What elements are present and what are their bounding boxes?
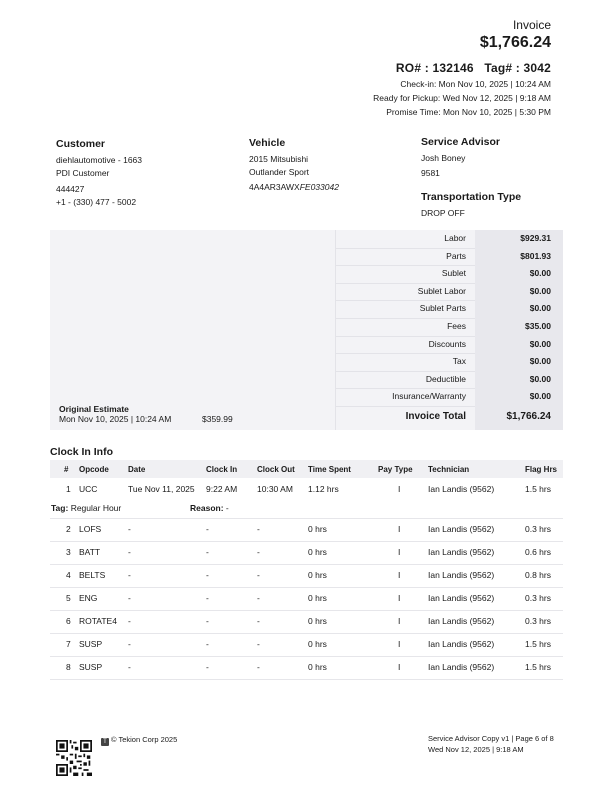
row-pay-type: I — [398, 662, 401, 672]
vin-prefix: 4A4AR3AWX — [249, 182, 300, 192]
row-clock-out: - — [257, 570, 260, 580]
transport-title: Transportation Type — [421, 191, 522, 203]
col-header-time-spent: Time Spent — [308, 465, 351, 474]
total-row-deductible — [335, 371, 563, 390]
row-pay-type: I — [398, 639, 401, 649]
advisor-id: 9581 — [421, 168, 440, 178]
row-flag-hrs: 0.3 hrs — [525, 616, 551, 626]
row-pay-type: I — [398, 616, 401, 626]
row-date: - — [128, 570, 131, 580]
row-date: - — [128, 547, 131, 557]
row-pay-type: I — [398, 524, 401, 534]
row-num: 6 — [66, 616, 71, 626]
total-value: $0.00 — [529, 303, 551, 314]
clock-in-title: Clock In Info — [50, 446, 113, 458]
invoice-label: Invoice — [512, 18, 551, 32]
total-label: Tax — [452, 356, 466, 367]
total-value: $0.00 — [529, 373, 551, 384]
row-date: - — [128, 639, 131, 649]
reason-label: Reason: — [190, 503, 224, 513]
col-header-technician: Technician — [428, 465, 470, 474]
row-clock-out: - — [257, 616, 260, 626]
row-clock-out: - — [257, 593, 260, 603]
total-label: Labor — [444, 233, 466, 243]
total-label: Sublet — [441, 268, 466, 279]
col-header-clock-in: Clock In — [206, 465, 238, 474]
row-clock-in: - — [206, 524, 209, 534]
invoice-total-value: $1,766.24 — [506, 411, 551, 422]
row-opcode: ROTATE4 — [79, 616, 117, 626]
tag-label: Tag: — [51, 503, 69, 513]
customer-type: PDI Customer — [56, 168, 110, 178]
total-row-sublet-labor — [335, 283, 563, 302]
row-opcode: LOFS — [79, 524, 102, 534]
total-label: Fees — [447, 321, 466, 331]
total-row-sublet — [335, 265, 563, 284]
row-clock-out: - — [257, 547, 260, 557]
col-header-num: # — [64, 465, 69, 474]
clock-table-header — [50, 460, 563, 478]
row-flag-hrs: 1.5 hrs — [525, 662, 551, 672]
tekion-logo-icon: T — [101, 738, 109, 746]
row-num: 5 — [66, 593, 71, 603]
row-opcode: SUSP — [79, 639, 103, 649]
col-header-flag-hrs: Flag Hrs — [525, 465, 558, 474]
col-header-opcode: Opcode — [79, 465, 109, 474]
col-header-clock-out: Clock Out — [257, 465, 295, 474]
ro-tag-line — [291, 61, 551, 75]
row-time-spent: 0 hrs — [308, 639, 327, 649]
vehicle-section — [249, 137, 339, 195]
row-clock-in: 9:22 AM — [206, 484, 238, 494]
total-row-discounts — [335, 336, 563, 355]
total-value: $929.31 — [520, 233, 551, 243]
total-value: $0.00 — [529, 338, 551, 349]
total-row-labor — [335, 230, 563, 249]
invoice-header — [291, 18, 551, 117]
row-time-spent: 1.12 hrs — [308, 484, 339, 494]
customer-section — [56, 138, 142, 210]
row-clock-out: 10:30 AM — [257, 484, 293, 494]
row-num: 7 — [66, 639, 71, 649]
row-clock-in: - — [206, 639, 209, 649]
row-flag-hrs: 0.8 hrs — [525, 570, 551, 580]
row-technician: Ian Landis (9562) — [428, 547, 495, 557]
total-row-parts — [335, 248, 563, 267]
row-clock-in: - — [206, 616, 209, 626]
total-value: $801.93 — [520, 250, 551, 261]
table-row — [50, 478, 563, 519]
row-clock-in: - — [206, 570, 209, 580]
ro-number: RO# : 132146 — [395, 61, 474, 75]
col-header-pay-type: Pay Type — [378, 465, 413, 474]
row-clock-out: - — [257, 662, 260, 672]
row-opcode: UCC — [79, 484, 98, 494]
row-time-spent: 0 hrs — [308, 616, 327, 626]
table-row — [50, 656, 563, 680]
col-header-date: Date — [128, 465, 146, 474]
row-clock-out: - — [257, 524, 260, 534]
row-flag-hrs: 0.3 hrs — [525, 593, 551, 603]
row-opcode: BELTS — [79, 570, 106, 580]
vehicle-model: Outlander Sport — [249, 167, 310, 177]
transport-value: DROP OFF — [421, 208, 465, 218]
row-opcode: BATT — [79, 547, 101, 557]
total-row-fees — [335, 318, 563, 337]
customer-name: diehlautomotive - 1663 — [56, 155, 143, 165]
row-time-spent: 0 hrs — [308, 547, 327, 557]
invoice-total-row — [335, 406, 563, 430]
row-flag-hrs: 1.5 hrs — [525, 639, 551, 649]
vin-suffix: FE033042 — [299, 182, 339, 192]
tag-value: Regular Hour — [70, 503, 122, 513]
estimate-amount: $359.99 — [202, 414, 233, 424]
total-label: Sublet Labor — [417, 285, 466, 296]
row-num: 8 — [66, 662, 71, 672]
customer-number: 444427 — [56, 184, 85, 194]
total-value: $0.00 — [529, 391, 551, 402]
row-time-spent: 0 hrs — [308, 524, 327, 534]
qr-code-icon — [56, 740, 92, 776]
vehicle-vin — [249, 182, 339, 192]
row-technician: Ian Landis (9562) — [428, 593, 495, 603]
row-reason — [190, 503, 229, 513]
total-value: $0.00 — [529, 268, 551, 279]
reason-value: - — [225, 503, 229, 513]
row-time-spent: 0 hrs — [308, 593, 327, 603]
print-date-line: Wed Nov 12, 2025 | 9:18 AM — [428, 745, 524, 754]
row-clock-in: - — [206, 547, 209, 557]
row-clock-out: - — [257, 639, 260, 649]
footer-copyright — [101, 735, 177, 746]
row-date: Tue Nov 11, 2025 — [128, 484, 195, 494]
promise-time: Promise Time: Mon Nov 10, 2025 | 5:30 PM — [386, 107, 551, 117]
estimate-title: Original Estimate — [59, 404, 129, 414]
check-in-time: Check-in: Mon Nov 10, 2025 | 10:24 AM — [400, 79, 551, 89]
totals-box — [50, 230, 563, 430]
advisor-name: Josh Boney — [421, 153, 466, 163]
table-row — [50, 518, 563, 542]
table-row — [50, 587, 563, 611]
row-num: 2 — [66, 524, 71, 534]
row-technician: Ian Landis (9562) — [428, 484, 495, 494]
row-tag — [51, 503, 121, 513]
row-date: - — [128, 593, 131, 603]
row-pay-type: I — [398, 593, 401, 603]
footer-page-info — [428, 733, 554, 755]
row-date: - — [128, 662, 131, 672]
advisor-section — [421, 136, 521, 221]
invoice-amount: $1,766.24 — [479, 34, 551, 51]
copy-page-line: Service Advisor Copy v1 | Page 6 of 8 — [428, 734, 554, 743]
vehicle-title: Vehicle — [249, 137, 286, 149]
row-technician: Ian Landis (9562) — [428, 662, 495, 672]
row-date: - — [128, 616, 131, 626]
total-label: Insurance/Warranty — [392, 391, 466, 402]
row-flag-hrs: 0.3 hrs — [525, 524, 551, 534]
row-pay-type: I — [398, 547, 401, 557]
table-row — [50, 541, 563, 565]
invoice-total-label: Invoice Total — [405, 411, 466, 422]
row-date: - — [128, 524, 131, 534]
vehicle-year-make: 2015 Mitsubishi — [249, 154, 309, 164]
row-pay-type: I — [398, 484, 401, 494]
table-row — [50, 610, 563, 634]
total-label: Parts — [446, 250, 466, 261]
total-value: $35.00 — [525, 321, 551, 331]
row-clock-in: - — [206, 662, 209, 672]
row-num: 4 — [66, 570, 71, 580]
row-flag-hrs: 1.5 hrs — [525, 484, 551, 494]
total-value: $0.00 — [529, 285, 551, 296]
row-time-spent: 0 hrs — [308, 662, 327, 672]
row-opcode: SUSP — [79, 662, 103, 672]
row-opcode: ENG — [79, 593, 98, 603]
row-technician: Ian Landis (9562) — [428, 570, 495, 580]
row-flag-hrs: 0.6 hrs — [525, 547, 551, 557]
estimate-date: Mon Nov 10, 2025 | 10:24 AM — [59, 414, 172, 424]
row-num: 3 — [66, 547, 71, 557]
row-time-spent: 0 hrs — [308, 570, 327, 580]
row-technician: Ian Landis (9562) — [428, 524, 495, 534]
row-clock-in: - — [206, 593, 209, 603]
total-label: Deductible — [425, 373, 466, 384]
advisor-title: Service Advisor — [421, 136, 500, 148]
table-row — [50, 564, 563, 588]
total-row-insurance — [335, 388, 563, 407]
table-row — [50, 633, 563, 657]
copyright-text: © Tekion Corp 2025 — [111, 735, 178, 744]
total-row-tax — [335, 353, 563, 372]
total-label: Sublet Parts — [419, 303, 466, 314]
row-pay-type: I — [398, 570, 401, 580]
ready-for-pickup-time: Ready for Pickup: Wed Nov 12, 2025 | 9:18 AM — [373, 93, 551, 103]
tag-number: Tag# : 3042 — [484, 61, 551, 75]
customer-phone: +1 - (330) 477 - 5002 — [56, 197, 137, 207]
row-technician: Ian Landis (9562) — [428, 639, 495, 649]
total-label: Discounts — [428, 338, 466, 349]
row-num: 1 — [66, 484, 71, 494]
total-row-sublet-parts — [335, 300, 563, 319]
customer-title: Customer — [56, 138, 106, 150]
row-technician: Ian Landis (9562) — [428, 616, 495, 626]
total-value: $0.00 — [529, 356, 551, 367]
